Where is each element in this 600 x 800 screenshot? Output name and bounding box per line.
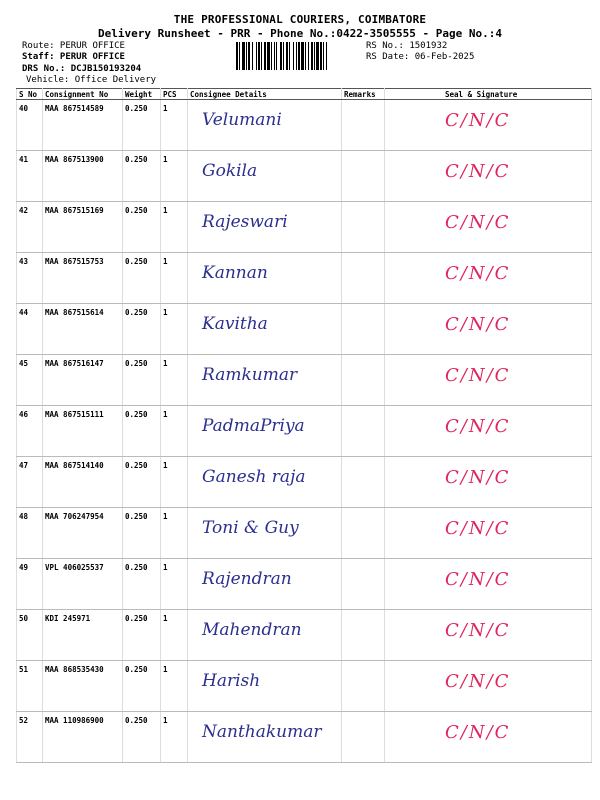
- vehicle-label: Vehicle: Office Delivery: [26, 75, 157, 85]
- row-weight: 0.250: [123, 253, 161, 304]
- row-pcs: 1: [161, 355, 188, 406]
- row-signature: C/N/C: [385, 661, 592, 712]
- row-remarks: [342, 661, 385, 712]
- row-consignee: Gokila: [188, 151, 342, 202]
- row-weight: 0.250: [123, 202, 161, 253]
- table-row: [17, 508, 592, 559]
- row-sno: 45: [17, 355, 43, 406]
- table-row: [17, 610, 592, 661]
- table-row: [17, 457, 592, 508]
- row-consignment: MAA 706247954: [43, 508, 123, 559]
- row-remarks: [342, 202, 385, 253]
- row-weight: 0.250: [123, 712, 161, 763]
- row-sno: 52: [17, 712, 43, 763]
- row-signature: C/N/C: [385, 559, 592, 610]
- row-consignee: Kannan: [188, 253, 342, 304]
- row-sno: 50: [17, 610, 43, 661]
- row-remarks: [342, 406, 385, 457]
- row-remarks: [342, 253, 385, 304]
- row-signature: C/N/C: [385, 355, 592, 406]
- row-remarks: [342, 508, 385, 559]
- row-sno: 44: [17, 304, 43, 355]
- col-consignee: Consignee Details: [188, 89, 342, 100]
- row-consignee: PadmaPriya: [188, 406, 342, 457]
- row-pcs: 1: [161, 661, 188, 712]
- row-weight: 0.250: [123, 559, 161, 610]
- row-consignment: MAA 867515111: [43, 406, 123, 457]
- row-sno: 41: [17, 151, 43, 202]
- row-remarks: [342, 610, 385, 661]
- row-signature: C/N/C: [385, 508, 592, 559]
- row-signature: C/N/C: [385, 610, 592, 661]
- row-consignment: MAA 867516147: [43, 355, 123, 406]
- row-consignment: MAA 867515753: [43, 253, 123, 304]
- table-row: [17, 559, 592, 610]
- col-weight: Weight: [123, 89, 161, 100]
- row-consignee: Rajeswari: [188, 202, 342, 253]
- staff-label: Staff: PERUR OFFICE: [22, 52, 125, 62]
- row-sno: 48: [17, 508, 43, 559]
- row-pcs: 1: [161, 712, 188, 763]
- row-remarks: [342, 457, 385, 508]
- row-consignee: Harish: [188, 661, 342, 712]
- row-signature: C/N/C: [385, 253, 592, 304]
- row-consignment: MAA 110986900: [43, 712, 123, 763]
- row-weight: 0.250: [123, 304, 161, 355]
- col-pcs: PCS: [161, 89, 188, 100]
- row-pcs: 1: [161, 202, 188, 253]
- row-weight: 0.250: [123, 508, 161, 559]
- row-sno: 43: [17, 253, 43, 304]
- row-consignee: Velumani: [188, 100, 342, 151]
- row-remarks: [342, 151, 385, 202]
- row-consignment: MAA 868535430: [43, 661, 123, 712]
- row-consignment: MAA 867514140: [43, 457, 123, 508]
- row-pcs: 1: [161, 304, 188, 355]
- row-weight: 0.250: [123, 610, 161, 661]
- table-row: [17, 355, 592, 406]
- row-pcs: 1: [161, 151, 188, 202]
- row-weight: 0.250: [123, 457, 161, 508]
- col-sno: S No: [17, 89, 43, 100]
- row-consignee: Nanthakumar: [188, 712, 342, 763]
- barcode: [236, 42, 358, 70]
- table-header-row: [17, 89, 592, 100]
- runsheet-table: [16, 88, 592, 763]
- row-consignment: MAA 867514589: [43, 100, 123, 151]
- row-signature: C/N/C: [385, 712, 592, 763]
- row-pcs: 1: [161, 406, 188, 457]
- row-remarks: [342, 559, 385, 610]
- route-label: Route: PERUR OFFICE: [22, 41, 125, 51]
- row-weight: 0.250: [123, 100, 161, 151]
- row-remarks: [342, 712, 385, 763]
- col-signature: Seal & Signature: [385, 89, 592, 100]
- row-consignment: MAA 867513900: [43, 151, 123, 202]
- table-row: [17, 406, 592, 457]
- table-row: [17, 253, 592, 304]
- row-pcs: 1: [161, 457, 188, 508]
- row-sno: 40: [17, 100, 43, 151]
- row-consignee: Ganesh raja: [188, 457, 342, 508]
- row-consignee: Rajendran: [188, 559, 342, 610]
- row-signature: C/N/C: [385, 151, 592, 202]
- col-consignment: Consignment No: [43, 89, 123, 100]
- row-signature: C/N/C: [385, 100, 592, 151]
- row-consignment: KDI 245971: [43, 610, 123, 661]
- company-title: THE PROFESSIONAL COURIERS, COIMBATORE: [173, 13, 427, 26]
- rs-date: RS Date: 06-Feb-2025: [366, 52, 475, 62]
- row-pcs: 1: [161, 100, 188, 151]
- row-pcs: 1: [161, 253, 188, 304]
- row-sno: 49: [17, 559, 43, 610]
- row-weight: 0.250: [123, 355, 161, 406]
- row-remarks: [342, 100, 385, 151]
- row-signature: C/N/C: [385, 406, 592, 457]
- runsheet-subtitle: Delivery Runsheet - PRR - Phone No.:0422-3505555 - Page No.:4: [98, 27, 502, 40]
- row-sno: 42: [17, 202, 43, 253]
- row-consignment: VPL 406025537: [43, 559, 123, 610]
- row-signature: C/N/C: [385, 304, 592, 355]
- row-sno: 51: [17, 661, 43, 712]
- row-consignee: Ramkumar: [188, 355, 342, 406]
- row-sno: 46: [17, 406, 43, 457]
- table-row: [17, 304, 592, 355]
- table-row: [17, 712, 592, 763]
- row-sno: 47: [17, 457, 43, 508]
- row-pcs: 1: [161, 559, 188, 610]
- table-row: [17, 151, 592, 202]
- row-remarks: [342, 355, 385, 406]
- row-consignee: Mahendran: [188, 610, 342, 661]
- rs-number: RS No.: 1501932: [366, 41, 448, 51]
- row-consignee: Toni & Guy: [188, 508, 342, 559]
- row-pcs: 1: [161, 610, 188, 661]
- row-consignment: MAA 867515169: [43, 202, 123, 253]
- row-remarks: [342, 304, 385, 355]
- col-remarks: Remarks: [342, 89, 385, 100]
- row-signature: C/N/C: [385, 457, 592, 508]
- table-row: [17, 661, 592, 712]
- row-weight: 0.250: [123, 406, 161, 457]
- row-consignee: Kavitha: [188, 304, 342, 355]
- row-weight: 0.250: [123, 661, 161, 712]
- table-row: [17, 202, 592, 253]
- table-row: [17, 100, 592, 151]
- row-signature: C/N/C: [385, 202, 592, 253]
- row-weight: 0.250: [123, 151, 161, 202]
- row-consignment: MAA 867515614: [43, 304, 123, 355]
- row-pcs: 1: [161, 508, 188, 559]
- drs-number: DRS No.: DCJB150193204: [22, 64, 142, 74]
